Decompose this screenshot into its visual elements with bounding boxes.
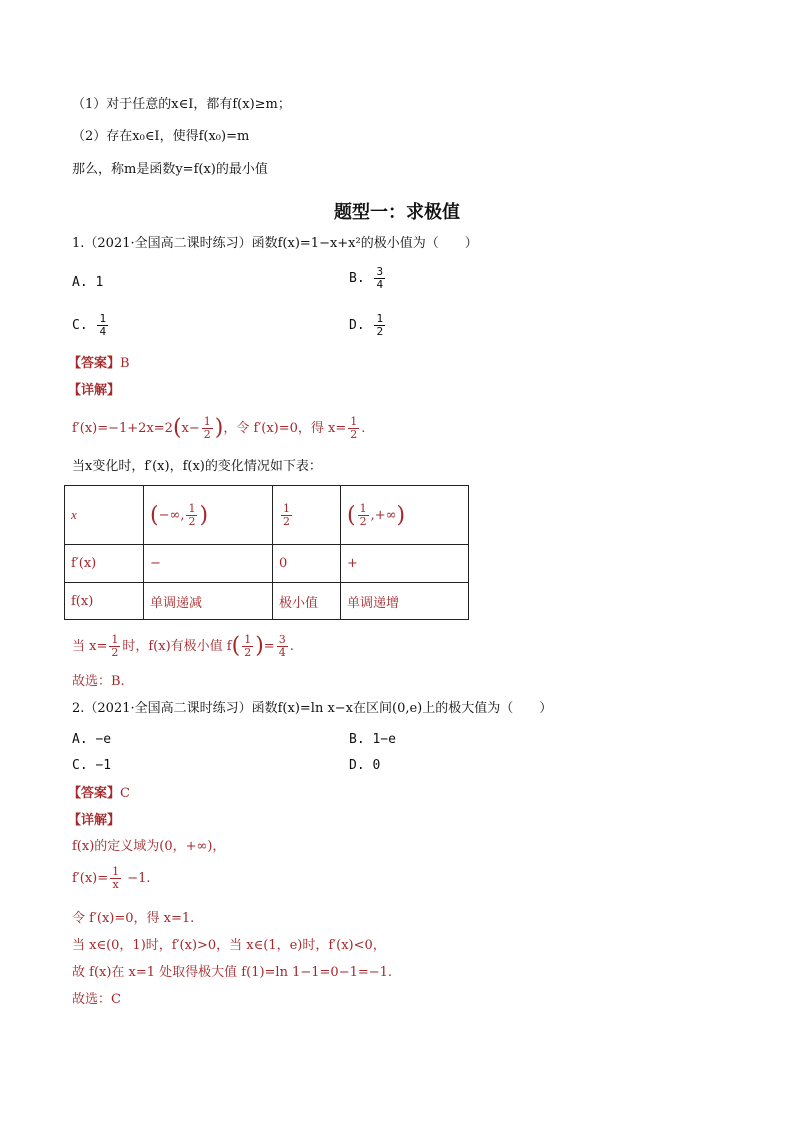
table-cell: 0 bbox=[273, 545, 341, 583]
table-cell: 极小值 bbox=[273, 583, 341, 620]
q1-conc-frac-1: $\frac{1}{2}$ bbox=[111, 633, 119, 659]
q1-option-d: D. $\frac{1}{2}$ bbox=[349, 312, 384, 338]
table-cell: 单调递减 bbox=[144, 583, 273, 620]
table-cell: f(x) bbox=[65, 583, 144, 620]
q1-deriv-fraction: $\frac{1}{2}$ bbox=[203, 415, 211, 441]
q2-domain: f(x)的定义域为(0，+∞)， bbox=[72, 839, 226, 854]
q1-choice: 故选：B. bbox=[72, 674, 125, 689]
table-row bbox=[65, 545, 469, 583]
table-cell: x bbox=[65, 486, 144, 545]
q1-answer: 【答案】B bbox=[68, 356, 130, 371]
q1-table-intro: 当x变化时，f′(x)，f(x)的变化情况如下表： bbox=[72, 459, 322, 474]
section-title: 题型一：求极值 bbox=[334, 202, 460, 223]
definition-condition-2: （2）存在x₀∈I，使得f(x₀)=m bbox=[72, 129, 250, 144]
table-row bbox=[65, 486, 469, 545]
q1-detail-label: 【详解】 bbox=[68, 383, 121, 398]
q2-zero: 令 f′(x)=0，得 x=1. bbox=[72, 911, 195, 926]
q1-conc-frac-2: $\frac{1}{2}$ bbox=[244, 633, 252, 659]
table-cell: 单调递增 bbox=[341, 583, 469, 620]
table-cell: $\frac{1}{2}$ bbox=[273, 486, 341, 545]
q2-detail-label: 【详解】 bbox=[68, 813, 121, 828]
q2-option-b: B. 1−e bbox=[349, 732, 396, 747]
table-row bbox=[65, 583, 469, 620]
q1-option-a: A. 1 bbox=[72, 275, 104, 290]
q1-derivative-line: f′(x)=−1+2x=2(x− $\frac{1}{2}$ )，令 f′(x)=0，得 x= $\frac{1}{2}$ . bbox=[72, 415, 366, 441]
q1-option-c: C. $\frac{1}{4}$ bbox=[72, 312, 107, 338]
q2-option-c: C. −1 bbox=[72, 758, 112, 773]
q1-conclusion: 当 x= $\frac{1}{2}$ 时，f(x)有极小值 f( $\frac{1}{2}$ )= $\frac{3}{4}$ . bbox=[72, 633, 294, 659]
q1-solution-fraction: $\frac{1}{2}$ bbox=[350, 415, 358, 441]
q2-sign-analysis: 当 x∈(0，1)时，f′(x)>0，当 x∈(1，e)时，f′(x)<0， bbox=[72, 938, 386, 953]
q2-option-d: D. 0 bbox=[349, 758, 381, 773]
q1-conc-frac-3: $\frac{3}{4}$ bbox=[278, 633, 286, 659]
q2-choice: 故选：C bbox=[72, 992, 121, 1007]
table-cell: (−∞, $\frac{1}{2}$ ) bbox=[144, 486, 273, 545]
definition-condition-1: （1）对于任意的x∈I，都有f(x)≥m； bbox=[72, 97, 291, 112]
q1-option-b: B. $\frac{3}{4}$ bbox=[349, 265, 384, 291]
table-cell: − bbox=[144, 545, 273, 583]
q1-option-b-fraction: $\frac{3}{4}$ bbox=[376, 265, 384, 291]
q2-option-a: A. −e bbox=[72, 732, 112, 747]
table-cell: ( $\frac{1}{2}$ ,+∞) bbox=[341, 486, 469, 545]
table-cell: f′(x) bbox=[65, 545, 144, 583]
q1-option-c-fraction: $\frac{1}{4}$ bbox=[99, 312, 107, 338]
variation-table bbox=[64, 485, 469, 620]
q1-option-d-fraction: $\frac{1}{2}$ bbox=[376, 312, 384, 338]
q2-deriv-fraction: $\frac{1}{x}$ bbox=[112, 865, 120, 891]
table-cell: + bbox=[341, 545, 469, 583]
definition-conclusion: 那么，称m是函数y=f(x)的最小值 bbox=[72, 162, 268, 177]
q2-answer: 【答案】C bbox=[68, 786, 130, 801]
question-1-stem: 1.（2021·全国高二课时练习）函数f(x)=1−x+x²的极小值为（ ） bbox=[72, 236, 478, 251]
question-2-stem: 2.（2021·全国高二课时练习）函数f(x)=ln x−x在区间(0,e)上的极大值为（ ） bbox=[72, 701, 553, 716]
q2-derivative: f′(x)= $\frac{1}{x}$ −1. bbox=[72, 865, 151, 891]
q2-result: 故 f(x)在 x=1 处取得极大值 f(1)=ln 1−1=0−1=−1. bbox=[72, 965, 393, 980]
